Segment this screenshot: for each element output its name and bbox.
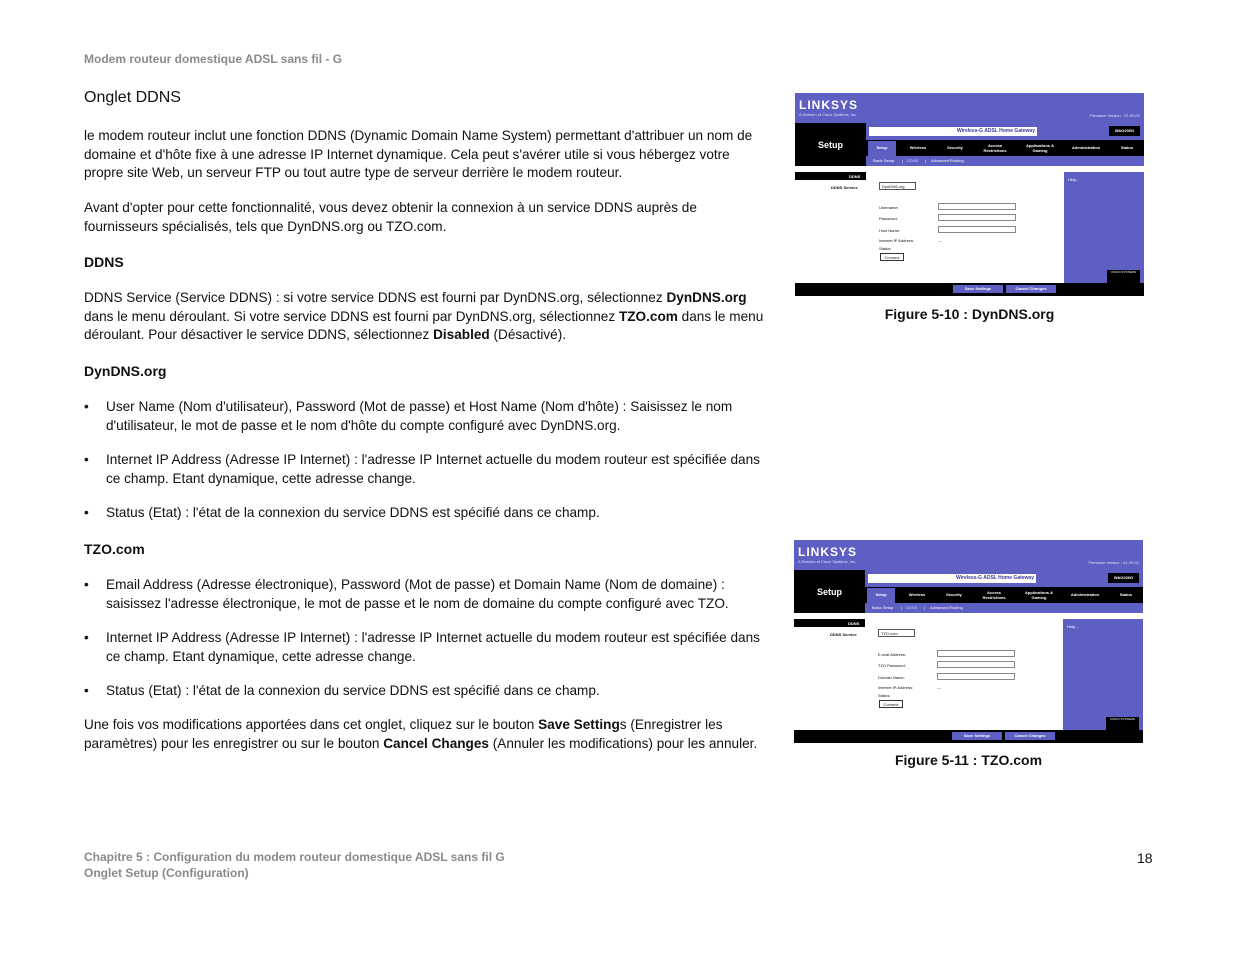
field-label: Status: [878, 693, 891, 698]
field-label: E-mail Address: [878, 652, 907, 657]
tab-applications-gaming[interactable]: Applications & Gaming [1024, 590, 1053, 600]
bullet-dot: • [84, 683, 89, 698]
subnav-separator: | [901, 605, 903, 610]
cancel-changes-button[interactable]: Cancel Changes [1005, 732, 1055, 740]
tab-administration[interactable]: Administration [1070, 592, 1100, 597]
save-settings-button[interactable]: Save Settings [952, 732, 1002, 740]
bullet-dot: • [84, 577, 89, 592]
closing-paragraph [84, 716, 764, 753]
intro-paragraph-2: Avant d'opter pour cette fonctionnalité, vous devez obtenir la connexion à un service DDNS auprès de fournisseurs spécialisés, tels que DynDNS.org ou TZO.com. [84, 200, 697, 234]
email-address-input[interactable] [937, 650, 1015, 657]
tab-status[interactable]: Status [1119, 592, 1133, 597]
bold-disabled: Disabled [433, 327, 490, 342]
dyndns-heading: DynDNS.org [84, 363, 167, 379]
text-run: s (Enregistrer les paramètres) pour les enregistrer ou sur le bouton [84, 717, 723, 751]
tab-status[interactable]: Status [1120, 145, 1134, 150]
text-run: dans le menu déroulant. Pour désactiver le service DDNS, sélectionnez [84, 308, 764, 342]
text-run: (Annuler les modifications) pour les annuler. [488, 735, 758, 751]
tzo-heading: TZO.com [84, 541, 145, 557]
internet-ip-value: --- [937, 685, 941, 690]
subnav-advanced-routing[interactable]: Advanced Routing [931, 158, 964, 163]
tab-setup[interactable]: Setup [876, 145, 888, 150]
username-input[interactable] [938, 203, 1016, 210]
bullet-text: Internet IP Address (Adresse IP Internet) : l'adresse IP Internet actuelle du modem routeur est spécifiée dans ce champ. Etant dynamique, cette adresse change. [106, 630, 760, 664]
bullet-text: Internet IP Address (Adresse IP Internet) : l'adresse IP Internet actuelle du modem routeur est spécifiée dans ce champ. Etant dynamique, cette adresse change. [106, 452, 760, 486]
cisco-logo: CISCO SYSTEMS [1106, 717, 1139, 731]
tzo-password-input[interactable] [937, 661, 1015, 668]
product-name: Wireless-G ADSL Home Gateway [868, 574, 1036, 583]
subnav-ddns[interactable]: DDNS [907, 158, 919, 163]
field-label: Internet IP Address: [878, 685, 914, 690]
field-label: TZO Password: [878, 663, 906, 668]
subnav-separator: | [925, 158, 927, 163]
cancel-changes-button[interactable]: Cancel Changes [1006, 285, 1056, 293]
host-name-input[interactable] [938, 226, 1016, 233]
bullet-dot: • [84, 399, 89, 414]
bold-tzo: TZO.com [618, 308, 678, 324]
firmware-version: Firmware Version : V1.00.02 [1088, 560, 1139, 565]
left-header-label: DDNS [849, 174, 861, 179]
bullet-text: Status (Etat) : l'état de la connexion du service DDNS est spécifié dans ce champ. [106, 505, 600, 520]
figure-dyndns-caption: Figure 5-10 : DynDNS.org [884, 306, 1055, 322]
ddns-paragraph [84, 289, 764, 345]
figure-tzo-screenshot [794, 540, 1143, 743]
help-link[interactable]: Help... [1068, 177, 1080, 182]
figure-dyndns-screenshot [795, 93, 1144, 296]
linksys-logo: LINKSYS [799, 98, 859, 112]
firmware-version: Firmware Version : V1.00.02 [1089, 113, 1140, 118]
figure-tzo-caption: Figure 5-11 : TZO.com [894, 752, 1043, 768]
field-label: Status: [879, 246, 892, 251]
internet-ip-value: --- [938, 238, 942, 243]
subnav-separator: | [902, 158, 904, 163]
linksys-logo: LINKSYS [798, 545, 858, 559]
text-run: DDNS Service (Service DDNS) : si votre service DDNS est fourni par DynDNS.org, sélectionnez [84, 290, 667, 305]
ddns-service-select[interactable]: DynDNS.org [879, 182, 916, 190]
field-label: Password: [879, 216, 898, 221]
tab-access-restrictions[interactable]: Access Restrictions [982, 590, 1006, 600]
page-title: Onglet DDNS [84, 89, 181, 106]
cisco-logo: CISCO SYSTEMS [1107, 270, 1140, 284]
field-label: Internet IP Address: [879, 238, 915, 243]
subnav-basic-setup[interactable]: Basic Setup [872, 605, 894, 610]
bold-save-settings: Save Setting [538, 717, 620, 732]
tab-security[interactable]: Security [946, 592, 962, 597]
connect-button[interactable]: Connect [880, 253, 904, 261]
bullet-text: User Name (Nom d'utilisateur), Password (Mot de passe) et Host Name (Nom d'hôte) : Saisissez le nom d'utilisateur, le mot de passe et le nom d'hôte du compte configuré avec DynDNS.org. [106, 399, 733, 433]
product-name: Wireless-G ADSL Home Gateway [869, 127, 1037, 136]
bold-dyndns: DynDNS.org [666, 290, 747, 305]
ddns-heading: DDNS [84, 254, 124, 270]
subnav-separator: | [924, 605, 926, 610]
tab-security[interactable]: Security [947, 145, 963, 150]
bullet-dot: • [84, 630, 89, 645]
save-settings-button[interactable]: Save Settings [953, 285, 1003, 293]
password-input[interactable] [938, 214, 1016, 221]
running-header: Modem routeur domestique ADSL sans fil - G [84, 52, 343, 66]
subnav-advanced-routing[interactable]: Advanced Routing [930, 605, 963, 610]
text-run: dans le menu déroulant. Si votre service DDNS est fourni par DynDNS.org, sélectionnez [84, 308, 619, 324]
connect-button[interactable]: Connect [879, 700, 903, 708]
text-run: Une fois vos modifications apportées dans cet onglet, cliquez sur le bouton [84, 717, 539, 732]
page-number: 18 [1137, 850, 1153, 866]
help-panel [1063, 619, 1143, 730]
subnav-ddns[interactable]: DDNS [906, 605, 918, 610]
left-header-label: DDNS [848, 621, 860, 626]
bullet-dot: • [84, 505, 89, 520]
bullet-text: Email Address (Adresse électronique), Password (Mot de passe) et Domain Name (Nom de domaine) : saisissez l'adresse électronique, le mot de passe et le nom de domaine du compte configuré avec TZO. [106, 577, 729, 611]
tab-applications-gaming[interactable]: Applications & Gaming [1025, 143, 1054, 153]
text-run: (Désactivé). [489, 327, 567, 342]
ddns-service-label: DDNS Service [830, 632, 857, 637]
field-label: Host Name: [879, 228, 901, 233]
bullet-dot: • [84, 452, 89, 467]
logo-subtitle: A Division of Cisco Systems, Inc. [798, 559, 857, 564]
help-link[interactable]: Help... [1067, 624, 1079, 629]
subnav-basic-setup[interactable]: Basic Setup [873, 158, 895, 163]
tab-access-restrictions[interactable]: Access Restrictions [983, 143, 1007, 153]
domain-name-input[interactable] [937, 673, 1015, 680]
ddns-service-label: DDNS Service [831, 185, 858, 190]
ddns-service-select[interactable]: TZO.com [878, 629, 915, 637]
footer-section: Onglet Setup (Configuration) [84, 866, 249, 880]
tab-setup[interactable]: Setup [875, 592, 887, 597]
logo-subtitle: A Division of Cisco Systems, Inc. [799, 112, 858, 117]
model-number: WAG200G [1109, 126, 1140, 136]
help-panel [1064, 172, 1144, 283]
tab-administration[interactable]: Administration [1071, 145, 1101, 150]
model-number: WAG200G [1108, 573, 1139, 583]
field-label: Domain Name: [878, 675, 905, 680]
section-label: Setup [818, 140, 844, 150]
footer-chapter: Chapitre 5 : Configuration du modem routeur domestique ADSL sans fil G [84, 850, 505, 864]
section-label: Setup [817, 587, 843, 597]
bold-cancel-changes: Cancel Changes [383, 735, 489, 751]
tab-wireless[interactable]: Wireless [908, 592, 926, 597]
tab-wireless[interactable]: Wireless [909, 145, 927, 150]
intro-paragraph-1: le modem routeur inclut une fonction DDNS (Dynamic Domain Name System) permettant d'attribuer un nom de domaine et d'hôte fixe à une adresse IP Internet dynamique. Cela peut s'avérer utile si vous hébergez votre propre site Web, un serveur FTP ou tout autre type de serveur derrière le modem routeur. [84, 128, 753, 180]
field-label: Username: [879, 205, 899, 210]
bullet-text: Status (Etat) : l'état de la connexion du service DDNS est spécifié dans ce champ. [106, 683, 600, 698]
